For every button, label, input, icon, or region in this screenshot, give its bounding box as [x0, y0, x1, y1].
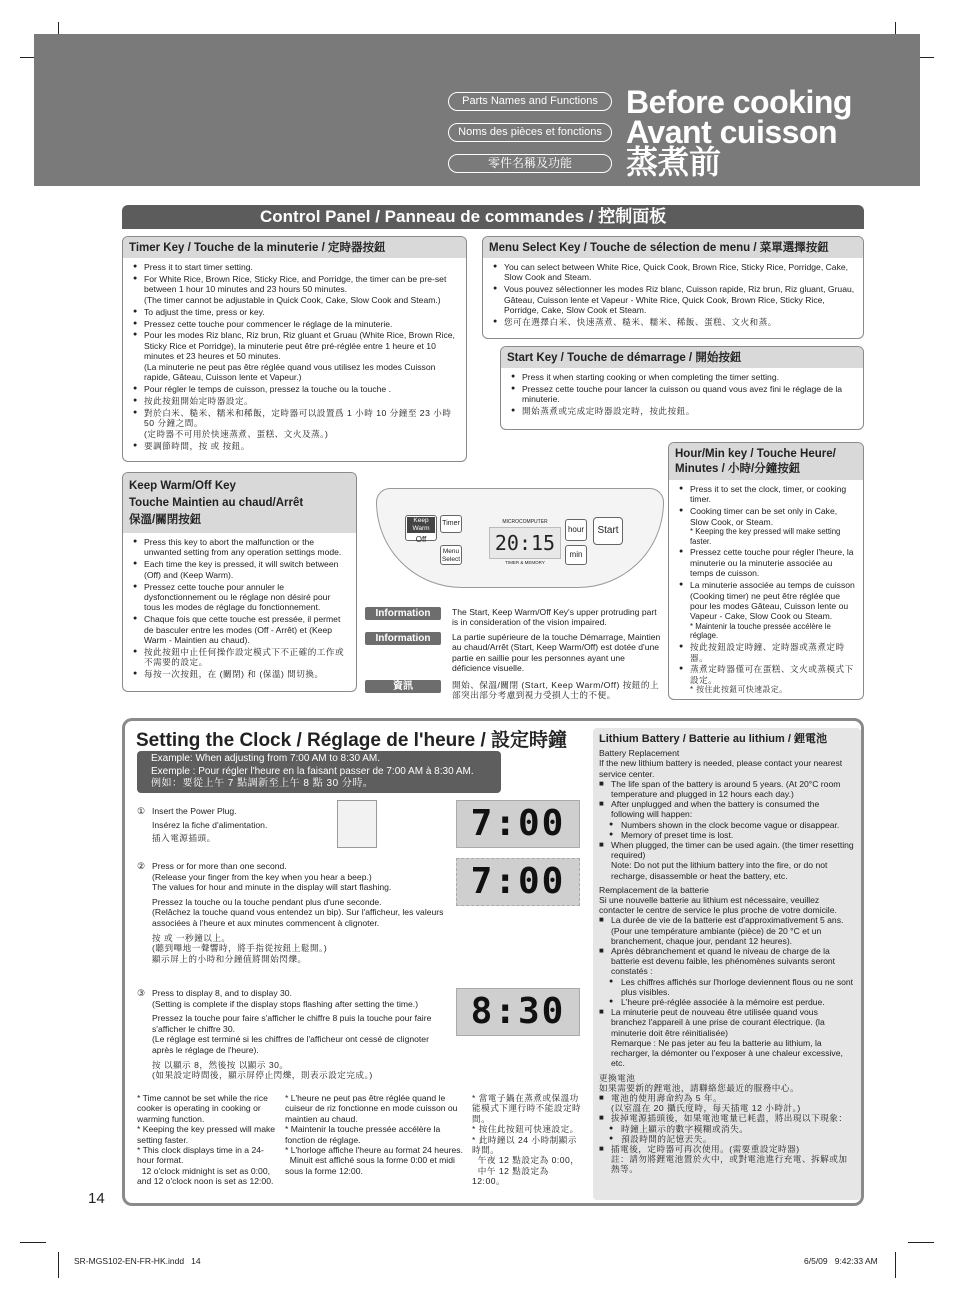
clock-step-3 [137, 988, 447, 1081]
timer-en-2-note: (The timer cannot be adjustable in Quick Cook, Cake, Slow Cook and Steam.) [144, 294, 441, 305]
battery-heading: Lithium Battery / Batterie au lithium / 鋰電池 [599, 733, 827, 745]
step-2-fr-1: Pressez la touche ou la touche pendant plus d'une seconde. [152, 896, 382, 907]
timer-fr-2-note: (La minuterie ne peut pas être réglée quand vous utilisez les modes Cuisson rapide, Gâteau, Cuisson lente et Vapeur.) [144, 361, 436, 383]
hour-key[interactable]: hour [565, 519, 587, 541]
battery-zh-2: ■ 拔掉電源插頭後，如果電池電量已耗盡，將出現以下現象： [599, 1113, 855, 1123]
pill-parts-en: Parts Names and Functions [448, 92, 612, 111]
battery-zh-3-note: 註：請勿將鋰電池置於火中，或對電池進行充電、拆解或加熱等。 [611, 1154, 848, 1175]
pill-parts-fr: Noms des pièces et fonctions [448, 123, 612, 142]
hourmin-zh-2-text: 蒸煮定時器僅可在蛋糕、文火或蒸模式下設定。 [690, 664, 854, 685]
timer-zh-1: ● 按此按鈕開始定時器設定。 [133, 396, 458, 406]
step-2-zh-3: 顯示屏上的小時和分鐘值將開始閃爍。 [152, 953, 307, 964]
keep-warm-heading-fr: Touche Maintien au chaud/Arrêt [129, 497, 304, 509]
control-panel-illustration [376, 488, 664, 588]
step-3-fr-1: Pressez la touche pour faire s'afficher le chiffre 8 puis la touche pour faire s'afficher le chiffre 30. [152, 1013, 432, 1034]
battery-en-2b: ● Memory of preset time is lost. [599, 830, 855, 840]
step-3-en-1: Press to display 8, and to display 30. [152, 988, 292, 998]
microcomputer-label: MICROCOMPUTER [502, 519, 548, 525]
hourmin-zh-2 [679, 664, 855, 694]
information-tag-zh: 資訊 [365, 680, 441, 693]
menu-select-box [482, 236, 864, 339]
step-3-fr-2: (Le réglage est terminé si les chiffres de l'afficheur ont cessé de clignoter après le réglage de l'heure). [152, 1034, 429, 1055]
battery-en-1-note: (At 20°C room temperature and plugged in 12 hours each day.) [611, 778, 841, 800]
hourmin-fr-2-text: La minuterie associée au temps de cuisson (Cooking timer) ne peut être réglée que pour les modes Gâteau, Cuisson lente ou Vapeur - Cake, Slow Cook ou Steam. [690, 580, 855, 622]
crop-mark [895, 1252, 896, 1278]
hour-min-box [668, 442, 864, 700]
battery-zh-3-text: 插電後，定時器可再次使用。(需要重設定時器) [611, 1143, 800, 1154]
battery-fr-3 [599, 1007, 855, 1068]
step-2-zh-1: 按 或 一秒鐘以上。 [152, 932, 231, 943]
hourmin-en-2 [679, 506, 855, 546]
step-2-en-2: (Release your finger from the key when you hear a beep.) [152, 871, 372, 882]
timer-memory-label: TIMER & MEMORY [505, 560, 545, 565]
clock-example-box [137, 751, 501, 793]
step-1-en: Insert the Power Plug. [152, 806, 237, 816]
timer-fr-2 [133, 330, 458, 382]
hourmin-zh-2-note: * 按住此按鈕可快速設定。 [690, 685, 788, 695]
timer-fr-1: ● Pressez cette touche pour commencer le réglage de la minuterie. [133, 319, 458, 329]
hourmin-fr-2-note: * Maintenir la touche pressée accélère le réglage. [690, 621, 831, 641]
start-zh: ● 開始蒸煮或完成定時器設定時，按此按鈕。 [511, 406, 855, 416]
menu-select-heading: Menu Select Key / Touche de sélection de menu / 菜單選擇按鈕 [483, 237, 863, 258]
battery-fr-2: ■ Après débranchement et quand le niveau de charge de la batterie est devenu faible, les phénomènes suivants seront constatés : [599, 946, 855, 977]
start-en: ● Press it when starting cooking or when completing the timer setting. [511, 372, 855, 382]
menu-fr: ● Vous pouvez sélectionner les modes Riz blanc, Cuisson rapide, Riz brun, Riz gluant, Gruau, Gâteau, Cuisson lente et Vapeur - White Rice, Quick Cook, Brown Rice, Sticky Rice, Porridge, Cake, Slow Cook et Steam. [493, 284, 855, 315]
timer-fr-3: ● Pour régler le temps de cuisson, pressez la touche ou la touche . [133, 384, 458, 394]
battery-en-3-text: When plugged, the timer can be used again. (the timer resetting required) [611, 840, 854, 861]
timer-zh-2 [133, 408, 458, 439]
battery-fr-3-text: La minuterie peut de nouveau être utilisée quand vous branchez l'appareil à une prise de courant électrique. (la minuterie doit être réinitialisée) [611, 1007, 825, 1038]
crop-mark [20, 1242, 46, 1243]
information-tag-en: Information [365, 607, 441, 620]
battery-zh-1-text: 電池的使用壽命約為 5 年。 [611, 1092, 723, 1103]
information-tag-fr: Information [365, 632, 441, 645]
keep-warm-label: Keep Warm [407, 517, 435, 533]
step-2-fr-2: (Relâchez la touche quand vous entendez un bip). Sur l'afficheur, les valeurs associées à l'heure et aux minutes commencent à clignoter. [152, 907, 444, 928]
clock-notes-en: * Time cannot be set while the rice cooker is operating in cooking or warming function. * Keeping the key pressed will make setting faster. * This clock displays time in a 24-hour format. 12 o'clock midnight is set as 0:00, and 12 o'clock noon is set as 12:00. [137, 1093, 276, 1187]
battery-fr-1: ■ La durée de vie de la batterie est d'approximativement 5 ans. (Pour une température ambiante (pièce) de 20 °C et un branchement, chaque jour, pendant 12 heures). [599, 915, 855, 946]
information-fr: La partie supérieure de la touche Démarrage, Maintien au chaud/Arrêt (Start, Keep Warm/Off) est dotée d'une partie en saillie pour les personnes ayant une déficience visuelle. [452, 632, 661, 674]
battery-en-3-note: Note: Do not put the lithium battery into the fire, or do not recharge, disassemble or heat the battery, etc. [611, 860, 828, 881]
battery-zh-intro: 如果需要新的鋰電池，請聯絡您最近的服務中心。 [599, 1082, 800, 1093]
battery-zh-2b: ● 預設時間的記憶丟失。 [599, 1134, 855, 1144]
keepwarm-en-2: ● Each time the key is pressed, it will switch between (Off) and (Keep Warm). [133, 559, 348, 580]
title-fr: Avant cuisson [626, 114, 838, 150]
hourmin-fr-2 [679, 580, 855, 640]
battery-fr-intro: Si une nouvelle batterie au lithium est nécessaire, veuillez contacter le centre de service le plus proche de votre domicile. [599, 895, 837, 916]
information-en: The Start, Keep Warm/Off Key's upper protruding part is in consideration of the vision impaired. [452, 607, 657, 628]
example-zh: 例如：要從上午 7 點調新至上午 8 點 30 分時。 [151, 778, 374, 789]
timer-en-2-text: For White Rice, Brown Rice, Sticky Rice, and Porridge, the timer can be pre-set between 1 hour 10 minutes and 23 hours 50 minutes. [144, 273, 447, 295]
control-panel-title: Control Panel / Panneau de commandes / 控制面板 [122, 205, 864, 229]
battery-zh-title: 更換電池 [599, 1072, 636, 1083]
timer-key-box [122, 236, 467, 462]
timer-key[interactable]: Timer [440, 515, 462, 533]
step-1-zh: 插入電源插頭。 [152, 833, 216, 844]
crop-mark [58, 1252, 59, 1278]
footer-file: SR-MGS102-EN-FR-HK.indd 14 [74, 1256, 201, 1266]
step-2-en-1: Press or for more than one second. [152, 861, 287, 871]
battery-en-1 [599, 779, 855, 799]
battery-fr-2a: ● Les chiffres affichés sur l'horloge deviennent flous ou ne sont plus visibles. [599, 977, 855, 997]
battery-zh-3 [599, 1144, 855, 1175]
pill-parts-zh: 零件名稱及功能 [448, 154, 612, 173]
crop-mark [908, 1242, 934, 1243]
step-2-zh-2: (聽到嗶地一聲響時，將手指從按鈕上鬆開。) [152, 943, 328, 954]
lcd-step-2-flashing: 7:00 [456, 858, 580, 906]
clock-step-1 [137, 806, 447, 844]
hour-min-heading: Hour/Min key / Touche Heure/ Minutes / 小時/分鐘按鈕 [669, 443, 863, 480]
hourmin-en-1: ● Press it to set the clock, timer, or cooking timer. [679, 484, 855, 505]
keep-warm-off-key[interactable] [405, 515, 437, 544]
battery-zh-2a: ● 時鐘上顯示的數字模糊或消失。 [599, 1124, 855, 1134]
step-1-fr: Insérez la fiche d'alimentation. [152, 819, 268, 830]
battery-fr-3-note: Remarque : Ne pas jeter au feu la batterie au lithium, la recharger, la démonter ou l'exposer à une chaleur excessive, etc. [611, 1037, 843, 1069]
menu-zh: ● 您可在選擇白米、快速蒸煮、糙米、糯米、稀飯、蛋糕、文火和蒸。 [493, 317, 855, 327]
battery-fr-2b: ● L'heure pré-réglée associée à la mémoire est perdue. [599, 997, 855, 1007]
keep-warm-box [122, 472, 357, 692]
hourmin-en-2-text: Cooking timer can be set only in Cake, Slow Cook, or Steam. [690, 506, 838, 527]
battery-en-2: ■ After unplugged and when the battery is consumed the following will happen: [599, 799, 855, 819]
lithium-battery-box [593, 728, 861, 1200]
menu-select-key[interactable]: Menu Select [440, 545, 462, 565]
title-zh: 蒸煮前 [626, 144, 721, 180]
battery-en-intro: If the new lithium battery is needed, please contact your nearest service center. [599, 758, 843, 779]
battery-en-title: Battery Replacement [599, 748, 680, 759]
start-key-heading: Start Key / Touche de démarrage / 開始按鈕 [501, 347, 863, 368]
timer-key-heading: Timer Key / Touche de la minuterie / 定時器按鈕 [123, 237, 466, 258]
step-3-en-2: (Setting is complete if the display stops flashing after setting the time.) [152, 998, 419, 1009]
step-3-zh-1: 按 以顯示 8，然後按 以顯示 30。 [152, 1059, 289, 1070]
battery-en-2a: ● Numbers shown in the clock become vague or disappear. [599, 820, 855, 830]
timer-en-2 [133, 274, 458, 305]
information-zh: 開始、保溫/關閉 (Start, Keep Warm/Off) 按鈕的上部突出部分考慮到視力受損人士的不便。 [452, 680, 660, 701]
power-outlet-illustration [337, 800, 377, 848]
step-2-en-3: The values for hour and minute in the display will start flashing. [152, 882, 392, 893]
hourmin-fr-1: ● Pressez cette touche pour régler l'heure, la minuterie ou la minuterie associée au temps de cuisson. [679, 547, 855, 578]
example-en: Example: When adjusting from 7:00 AM to 8:30 AM. [151, 753, 381, 764]
lcd-step-3: 8:30 [456, 988, 580, 1036]
page-number: 14 [88, 1190, 105, 1207]
keep-warm-heading [123, 473, 356, 533]
step-1-number: ① [137, 806, 146, 816]
timer-en-3: ● To adjust the time, press or key. [133, 307, 458, 317]
timer-fr-2-text: Pour les modes Riz blanc, Riz brun, Riz gluant et Gruau (White Rice, Brown Rice, Sticky Rice et Porridge), la minuterie peut être pré-réglée entre 1 heure et 10 minutes et 23 heures et 50 minutes. [144, 330, 455, 362]
battery-fr-title: Remplacement de la batterie [599, 884, 709, 895]
battery-zh-1-note: (以室溫在 20 攝氏度時，每天插電 12 小時計。) [611, 1103, 801, 1114]
clock-notes-fr: * L'heure ne peut pas être réglée quand le cuiseur de riz fonctionne en mode cuisson ou maintien au chaud. * Maintenir la touche pressée accélère la fonction de réglage. * L'horloge affiche l'heure au format 24 heures. Minuit est affiché sous la forme 0:00 et midi sous la forme 12:00. [285, 1093, 463, 1176]
timer-zh-2-note: (定時器不可用於快速蒸煮、蛋糕、文火及蒸。) [144, 428, 329, 439]
start-key[interactable]: Start [593, 517, 623, 545]
battery-zh-1 [599, 1093, 855, 1113]
title-en: Before cooking [626, 84, 852, 120]
timer-zh-2-text: 對於白米、糙米、糯米和稀飯，定時器可以設置爲 1 小時 10 分鐘至 23 小時 50 分鐘之間。 [144, 407, 452, 429]
battery-en-1-text: The life span of the battery is around 5 years. [611, 778, 784, 789]
hourmin-zh-1: ● 按此按鈕設定時鐘、定時器或蒸煮定時器。 [679, 642, 855, 663]
panel-display: 20:15 [489, 527, 561, 559]
step-3-number: ③ [137, 988, 146, 998]
off-label: Off [415, 535, 427, 544]
clock-title: Setting the Clock / Réglage de l'heure / 設定時鐘 [136, 730, 568, 751]
start-fr: ● Pressez cette touche pour lancer la cuisson ou quand vous avez fini le réglage de la minuterie. [511, 384, 855, 405]
start-key-box [500, 346, 864, 430]
battery-en-3 [599, 840, 855, 881]
timer-en-1: ● Press it to start timer setting. [133, 262, 458, 272]
example-fr: Exemple : Pour régler l'heure en la faisant passer de 7:00 AM à 8:30 AM. [151, 765, 474, 777]
step-3-zh-2: (如果設定時間後，顯示屏停止閃爍，則表示設定完成。) [152, 1070, 373, 1081]
step-2-number: ② [137, 861, 146, 871]
lcd-step-1: 7:00 [456, 800, 580, 848]
keepwarm-fr-2: ● Chaque fois que cette touche est pressée, il permet de basculer entre les modes (Off - Arrêt) et (Keep Warm - Maintien au chaud). [133, 614, 348, 645]
keepwarm-zh-2: ● 每按一次按鈕，在 (關閉) 和 (保溫) 間切換。 [133, 669, 348, 679]
keepwarm-zh-1: ● 按此按鈕中止任何操作設定模式下不正確的工作或不需要的設定。 [133, 647, 348, 668]
clock-notes-zh: * 當電子鍋在蒸煮或保溫功能模式下運行時不能設定時間。 * 按住此按鈕可快速設定。 * 此時鐘以 24 小時制顯示時間。 午夜 12 點設定為 0:00， 中午 12 點設定為 12:00。 [472, 1093, 582, 1187]
keepwarm-en-1: ● Press this key to abort the malfunction or the unwanted setting from any operation settings mode. [133, 537, 348, 558]
timer-zh-3: ● 要調節時間，按 或 按鈕。 [133, 441, 458, 451]
menu-en: ● You can select between White Rice, Quick Cook, Brown Rice, Sticky Rice, Porridge, Cake, Slow Cook and Steam. [493, 262, 855, 283]
min-key[interactable]: min [565, 545, 587, 565]
clock-step-2 [137, 861, 447, 964]
footer-date: 6/5/09 9:42:33 AM [804, 1256, 878, 1266]
keep-warm-heading-zh: 保溫/關閉按鈕 [129, 514, 202, 526]
keepwarm-fr-1: ● Pressez cette touche pour annuler le dysfonctionnement ou le réglage non désiré pour tous les modes de réglage du fonctionnement. [133, 582, 348, 613]
keep-warm-heading-en: Keep Warm/Off Key [129, 480, 236, 492]
hourmin-en-2-note: * Keeping the key pressed will make setting faster. [690, 527, 841, 546]
